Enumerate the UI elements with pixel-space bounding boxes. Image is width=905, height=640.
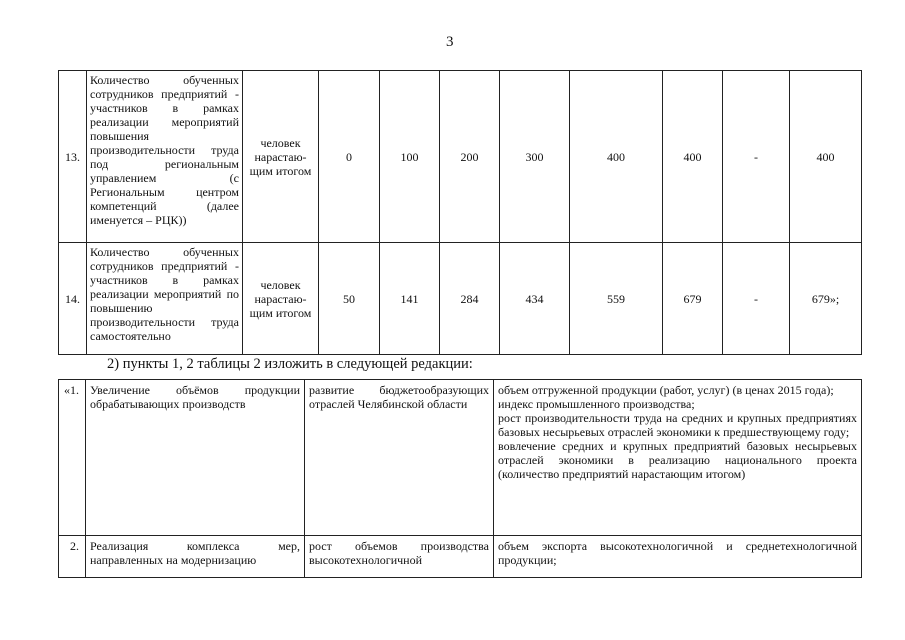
tasks-table (58, 379, 862, 578)
indicator-line: объем отгруженной продукции (работ, услуг) (в ценах 2015 года); (498, 383, 834, 397)
amendment-intro-text: 2) пункты 1, 2 таблицы 2 изложить в следующей редакции: (107, 356, 473, 372)
unit-cell: человек нарастаю-щим итогом (243, 243, 319, 355)
table-row (59, 380, 862, 536)
row-number: 2. (59, 536, 86, 578)
indicators-table (58, 70, 862, 355)
value-cell: 0 (319, 71, 380, 243)
indicator-line: объем экспорта высокотехнологичной и среднетехнологичной продукции; (498, 539, 857, 567)
value-cell: 141 (380, 243, 440, 355)
value-cell: 679 (663, 243, 723, 355)
table-row (59, 536, 862, 578)
indicator-description: Количество обученных сотрудников предприятий - участников в рамках реализации мероприятий по повышению производительности труда самостоятельно (87, 243, 243, 355)
page-number: 3 (446, 34, 454, 50)
task-cell: Реализация комплекса мер, направленных на модернизацию (86, 536, 305, 578)
indicators-cell (494, 380, 862, 536)
value-cell: 300 (500, 71, 570, 243)
value-cell: - (723, 71, 790, 243)
value-cell: 559 (570, 243, 663, 355)
indicator-description: Количество обученных сотрудников предприятий - участников в рамках реализации мероприятий повышения производительности труда под региональным управлением (с Региональным центром компетенций (далее именуется – РЦК)) (87, 71, 243, 243)
value-cell: 284 (440, 243, 500, 355)
value-cell: 50 (319, 243, 380, 355)
row-number: 14. (59, 243, 87, 355)
row-number: «1. (59, 380, 86, 536)
unit-cell: человек нарастаю-щим итогом (243, 71, 319, 243)
value-cell: 679»; (790, 243, 862, 355)
goal-cell: развитие бюджетообразующих отраслей Челябинской области (305, 380, 494, 536)
task-cell: Увеличение объёмов продукции обрабатывающих производств (86, 380, 305, 536)
value-cell: 400 (570, 71, 663, 243)
row-number: 13. (59, 71, 87, 243)
value-cell: 100 (380, 71, 440, 243)
value-cell: 400 (663, 71, 723, 243)
table-row (59, 243, 862, 355)
indicator-line: рост производительности труда на средних и крупных предприятиях базовых несырьевых отраслей экономики к предшествующему году; (498, 411, 857, 439)
table-row (59, 71, 862, 243)
indicators-cell (494, 536, 862, 578)
value-cell: 200 (440, 71, 500, 243)
value-cell: 434 (500, 243, 570, 355)
goal-cell: рост объемов производства высокотехнологичной (305, 536, 494, 578)
value-cell: 400 (790, 71, 862, 243)
indicator-line: индекс промышленного производства; (498, 397, 695, 411)
value-cell: - (723, 243, 790, 355)
indicator-line: вовлечение средних и крупных предприятий базовых несырьевых отраслей экономики в реализацию национального проекта (количество предприятий нарастающим итогом) (498, 439, 857, 481)
